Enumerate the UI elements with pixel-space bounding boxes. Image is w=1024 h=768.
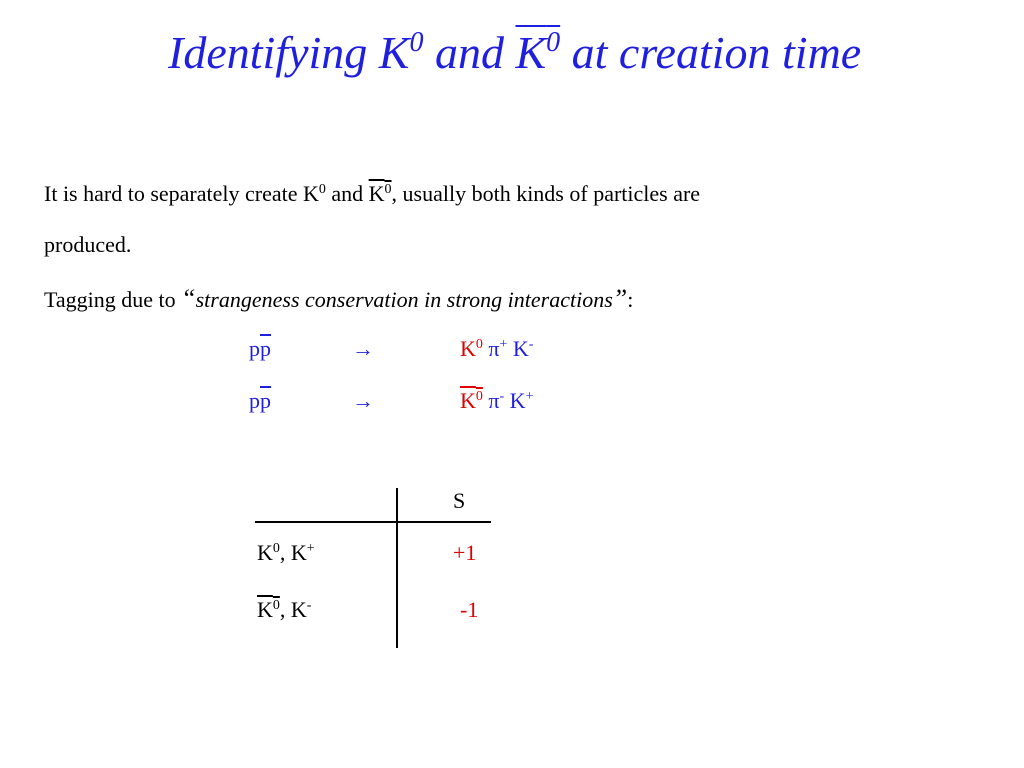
- row-2-kbar: [257, 597, 280, 622]
- reaction-1-k2-sup: -: [528, 337, 534, 352]
- line1-kbar-letter: K: [368, 181, 385, 206]
- reaction-2-kaon-bar: [460, 388, 483, 413]
- table-row-2-particles: [257, 599, 311, 621]
- reaction-2-pi-sup: -: [499, 389, 505, 404]
- reaction-1-kaon: [460, 336, 483, 361]
- title-sup-2: 0: [546, 27, 561, 58]
- table-header-divider: [255, 521, 491, 523]
- row-1-k: K: [257, 540, 273, 565]
- line1-c: , usually both kinds of particles are: [391, 181, 701, 206]
- title-kbar-letter: K: [515, 27, 547, 78]
- reaction-1-k-sup: 0: [475, 337, 483, 352]
- line1-a: It is hard to separately create K: [44, 181, 319, 206]
- reaction-2-k: K: [460, 388, 476, 413]
- line3-a: Tagging due to: [44, 287, 182, 312]
- row-2-k: K: [257, 597, 273, 622]
- reaction-1-p: p: [249, 336, 260, 361]
- line1-sup-1: 0: [318, 182, 326, 197]
- table-row-2-value: -1: [460, 597, 479, 622]
- reaction-1-pbar: $\overline{p}$: [260, 336, 271, 361]
- paragraph-line-1: [44, 183, 700, 205]
- reaction-1-pion: [488, 336, 533, 361]
- title-kbar: [515, 27, 560, 78]
- table-vertical-divider: [396, 488, 398, 648]
- table-row-1-value: +1: [453, 540, 477, 565]
- reaction-1-pi-sup: +: [499, 337, 508, 352]
- reaction-2-rhs: [460, 390, 533, 412]
- reaction-2-lhs: [249, 390, 271, 412]
- reaction-1-k2: K: [512, 336, 529, 361]
- line1-sup-2: 0: [384, 182, 392, 197]
- title-middle: and: [423, 27, 516, 78]
- open-quote: “: [181, 284, 196, 313]
- reaction-1-lhs: [249, 338, 271, 360]
- title-prefix: Identifying K: [168, 27, 410, 78]
- reaction-2-pi: π: [488, 388, 500, 413]
- paragraph-line-3: [44, 286, 633, 312]
- reaction-1-rhs: [460, 338, 533, 360]
- title-sup-1: 0: [409, 27, 424, 58]
- row-2-k-sup: 0: [272, 598, 280, 613]
- close-quote: ”: [612, 284, 628, 313]
- reaction-2-p: p: [249, 388, 260, 413]
- line1-b: and: [325, 181, 369, 206]
- page-title: [168, 27, 862, 78]
- row-1-k-sup: 0: [272, 541, 280, 556]
- line3-colon: :: [627, 287, 634, 312]
- reaction-1-pi: π: [488, 336, 500, 361]
- reaction-1-k: K: [460, 336, 476, 361]
- table-row-1-particles: [257, 542, 315, 564]
- row-1-k2-sup: +: [306, 541, 315, 556]
- table-header-s: S: [453, 488, 466, 513]
- reaction-2-pion: [488, 388, 533, 413]
- row-2-sep: , K: [279, 597, 307, 622]
- reaction-2-pbar: $\overline{p}$: [260, 388, 271, 413]
- line3-italic: strangeness conservation in strong interactions: [195, 287, 613, 312]
- reaction-2-k-sup: 0: [475, 389, 483, 404]
- line1-kbar: [369, 181, 392, 206]
- reaction-2-k2: K: [509, 388, 526, 413]
- reaction-2-arrow: →: [352, 388, 374, 413]
- reaction-2-k2-sup: +: [525, 389, 534, 404]
- paragraph-line-2: produced.: [44, 232, 132, 257]
- row-1-sep: , K: [279, 540, 307, 565]
- row-2-k2-sup: -: [306, 598, 312, 613]
- title-suffix: at creation time: [560, 27, 862, 78]
- reaction-1-arrow: →: [352, 336, 374, 361]
